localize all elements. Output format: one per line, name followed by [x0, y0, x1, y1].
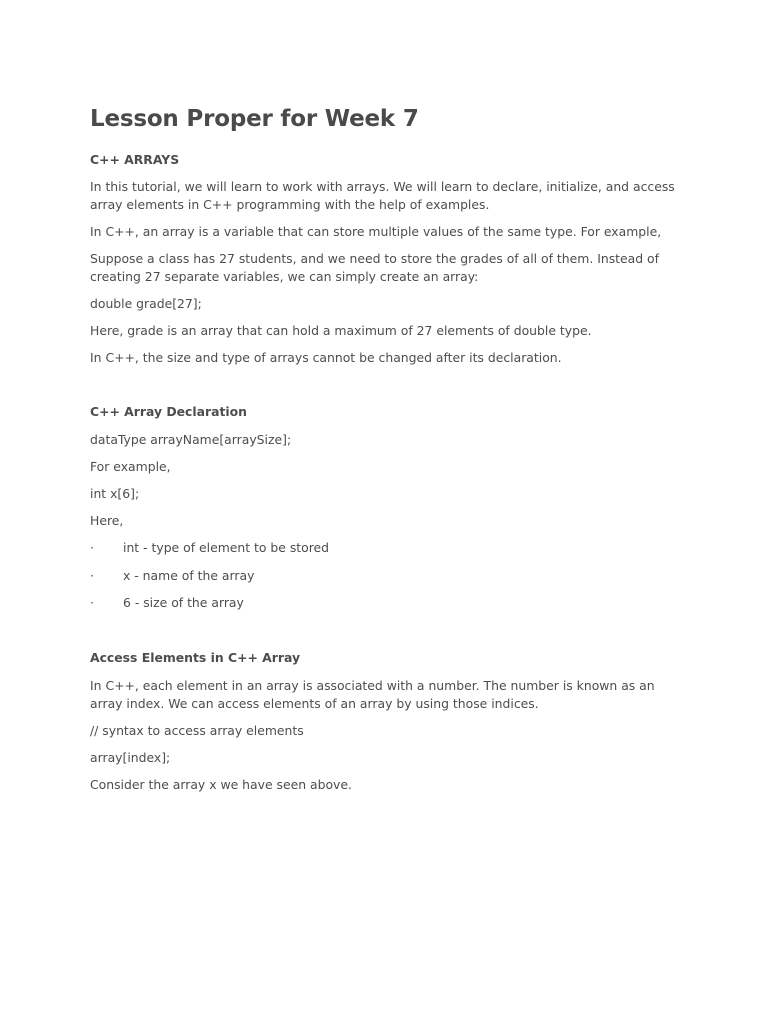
- code-comment: // syntax to access array elements: [90, 722, 304, 738]
- spacer: [90, 622, 680, 649]
- section-heading-array-declaration: C++ Array Declaration: [90, 404, 247, 419]
- bullet-item: [90, 567, 680, 585]
- bullet-item: [90, 594, 680, 612]
- paragraph: In this tutorial, we will learn to work with arrays. We will learn to declare, initialize, and access array elements in C++ programming with the help of examples.: [90, 179, 675, 212]
- bullet-item: [90, 539, 680, 557]
- section-heading-access-elements: Access Elements in C++ Array: [90, 649, 301, 665]
- paragraph: Suppose a class has 27 students, and we need to store the grades of all of them. Instead of creating 27 separate variables, we can simply create an array:: [90, 251, 659, 284]
- paragraph: In C++, the size and type of arrays cannot be changed after its declaration.: [90, 350, 562, 365]
- paragraph: For example,: [90, 459, 171, 474]
- bullet-dot: ·: [90, 567, 94, 583]
- paragraph: Here,: [90, 513, 124, 528]
- section-heading-cpp-arrays: C++ ARRAYS: [90, 152, 180, 167]
- page-title: Lesson Proper for Week 7: [90, 106, 419, 132]
- code-line: int x[6];: [90, 486, 140, 501]
- code-line: dataType arrayName[arraySize];: [90, 432, 292, 447]
- paragraph: Here, grade is an array that can hold a maximum of 27 elements of double type.: [90, 323, 592, 338]
- bullet-text: int - type of element to be stored: [123, 540, 330, 555]
- bullet-text: 6 - size of the array: [123, 595, 244, 610]
- bullet-dot: ·: [90, 595, 94, 610]
- bullet-text: x - name of the array: [123, 567, 255, 583]
- document-page: [90, 103, 680, 803]
- spacer: [90, 376, 680, 403]
- paragraph: In C++, an array is a variable that can store multiple values of the same type. For example,: [90, 224, 662, 239]
- bullet-dot: ·: [90, 540, 94, 555]
- code-line: array[index];: [90, 749, 171, 765]
- code-line: double grade[27];: [90, 296, 202, 311]
- paragraph: In C++, each element in an array is associated with a number. The number is known as an array index. We can access elements of an array by using those indices.: [90, 677, 655, 711]
- paragraph: Consider the array x we have seen above.: [90, 776, 352, 792]
